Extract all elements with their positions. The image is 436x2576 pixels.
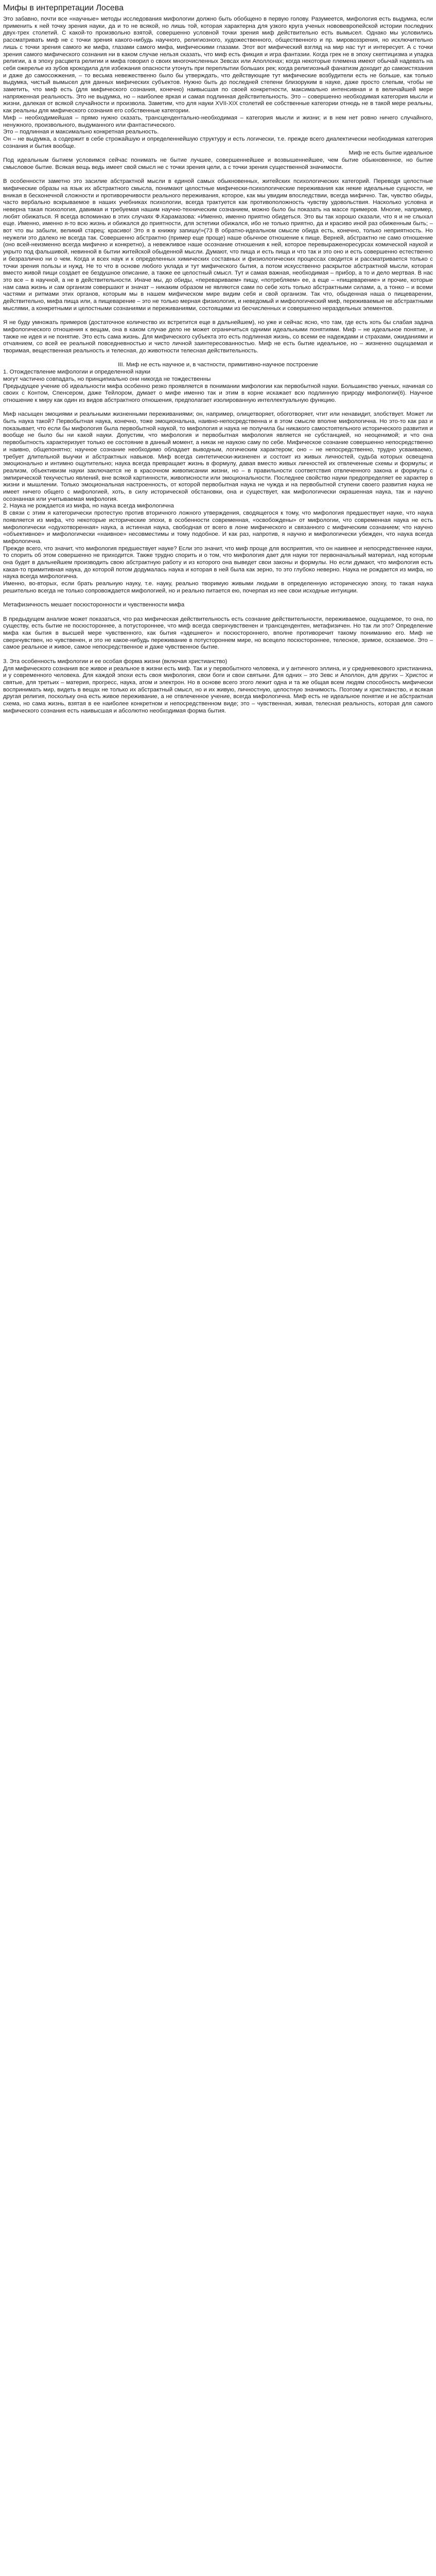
paragraph: Для мифического сознания все живое и реальное в жизни есть миф. Так и у первобытного человека, и у античного эллина, и у средневекового христианина, и у современного человека. Для каждой эпохи есть своя мифология, свои боги и свои святыни. Для одних – это Зевс и Аполлон, для других – Христос и святые, для третьих – материя, прогресс, наука, атом и электрон. Но в основе всего этого лежит одна и та же общая всем людям способность мифически воспринимать мир, видеть в вещах не только их абстрактный смысл, но и их живую, личностную, целостную значимость. Поэтому и христианство, и всякая другая религия, поскольку она есть живое переживание, а не отвлеченное учение, всегда мифологична. Миф есть не идеальное понятие и не абстрактная схема, но сама жизнь, взятая в ее наиболее конкретном и непосредственном виде; это – чувственная, живая, телесная реальность, которая для самого мифического сознания есть наивысшая и абсолютно необходимая форма бытия. xyxy=(3,665,433,714)
paragraph: Он – не выдумка, а содержит в себе строжайшую и определеннейшую структуру и есть логически, т.е. прежде всего диалектически необходимая категория сознания и бытия вообще. xyxy=(3,135,433,149)
paragraph: Миф – необходимейшая – прямо нужно сказать, трансцендентально-необходимая – категория мысли и жизни; и в нем нет ровно ничего случайного, ненужного, произвольного, выдуманного или фантастического. xyxy=(3,114,433,128)
paragraph-gap xyxy=(3,313,433,320)
paragraph: 3. Эта особенность мифологии и ее особая форма жизни (включая христианство) xyxy=(3,658,228,665)
paragraph: Прежде всего, что значит, что мифология предшествует науке? Если это значит, что миф проще для восприятия, что он наивнее и непосредственнее науки, то спорить об этом совершенно не приходится. Также трудно спорить и о том, что мифология дает для науки тот первоначальный материал, над которым она будет в дальнейшем производить свою абстрактную работу и из которого она выведет свои законы и формулы. Но если думают, что мифология есть какая-то примитивная наука, до которой потом додумалась наука и которая в ней была как зерно, то это глубоко неверно. Наука не рождается из мифа, но наука всегда мифологична. xyxy=(3,545,433,580)
paragraph-gap xyxy=(3,651,433,658)
paragraph: Предыдущее учение об идеальности мифа особенно резко проявляется в понимании мифологии как первобытной науки. Большинство ученых, начиная со своих с Контом, Спенсером, даже Тейлором, думает о мифе именно так и этим в корне искажает всю подлинную природу мифологии(6). Научное отношение к миру как один из видов абстрактного отношения, предполагает изолированную интеллектуальную функцию. xyxy=(3,383,433,403)
paragraph: 2. Наука не рождается из мифа, но наука всегда мифологична xyxy=(3,503,174,510)
article-body xyxy=(3,16,433,715)
paragraph: Под идеальным бытием условимся сейчас понимать не бытие лучшее, совершеннейшее и возвышеннейшее, чем бытие обыкновенное, но бытие смысловое бытие. Всякая вещь ведь имеет свой смысл не с точки зрения цели, а с точки зрения существенной значимости. xyxy=(3,157,433,171)
paragraph-gap xyxy=(3,595,433,602)
paragraph-gap xyxy=(3,609,433,616)
paragraph: 1. Отождествление мифологии и определенной науки xyxy=(3,369,151,376)
paragraph-gap xyxy=(3,355,433,362)
section-heading: Миф не есть бытие идеальное xyxy=(348,150,433,157)
paragraph: В связи с этим я категорически протестую против вторичного ложного утверждения, сводящегося к тому, что мифология предшествует науке, что наука появляется из мифа, что некоторые исторические эпохи, в особенности современная, «освобождены» от мифологии, что современная наука не есть мифологически «одухотворенная» наука, а истинная наука, свободная от всего в лоне мифического и связанного с мифическим сознанием; что научно «объективное» и мифологически «наивное» несовместимы и тому подобное. И как раз, напротив, я научно и мифологически убежден, что наука всегда мифологична. xyxy=(3,510,433,545)
paragraph: Это забавно, почти все «научные» методы исследования мифологии должно быть обобщено в первую голову. Разумеется, мифология есть выдумка, если применить к ней точку зрения науки, да и то не всякой, но лишь той, которая характерна для узкого круга ученых нововевропейской истории последних двух-трех столетий. С какой-то произвольно взятой, совершенно условной точки зрения миф действительно есть вымысел. Однако мы условились рассматривать миф не с точки зрения какого-нибудь научного, религиозного, художественного, общественного и пр. мировоззрения, но исключительно лишь с точки зрения самого же мифа, глазами самого мифа, мифическими глазами. Этот вот мифический взгляд на мир нас тут и интересует. А с точки зрения самого мифического сознания ни в каком случае нельзя сказать, что миф есть фикция и игра фантазии. Когда грек не в эпоху скептицизма и упадка религии, а в эпоху расцвета религии и мифа говорил о своих многочисленных Зевсах или Аполлонах; когда некоторые племена имеют обычай надевать на себя ожерелье из зубов крокодила для избежания опасности утонуть при переплытии больших рек; когда религиозный фанатизм доходит до самоистязания и даже до самосожжения, – то весьма невежественно было бы утверждать, что действующие тут мифические возбудители есть не больше, как только выдумка, чистый вымысел для данных мифических субъектов. Нужно быть до последней степени близоруким в науке, даже просто слепым, чтобы не заметить, что миф есть (для мифического сознания, конечно) наивысшая по своей конкретности, максимально интенсивная и в величайшей мере напряженная реальность. Это не выдумка, но – наиболее яркая и самая подлинная действительность. Это – совершенно необходимая категория мысли и жизни, далекая от всякой случайности и произвола. Заметим, что для науки XVII-XIX столетий ее собственные категории отнюдь не в такой мере реальны, как реальны для мифического сознания его собственные категории. xyxy=(3,16,433,114)
paragraph-gap xyxy=(3,171,433,178)
paragraph: Именно, во-вторых, если брать реальную науку, т.е. науку, реально творимую живыми людьми в определенную историческую эпоху, то такая наука решительно всегда не только сопровождается мифологией, но и реально питается ею, почерпая из нее свои исходные интуиции. xyxy=(3,581,433,594)
paragraph: В особенности заметно это засилие абстрактной мысли в единой самых обыкновенных, житейских психологических категорий. Переводя целостные мифические образы на язык их абстрактного смысла, понимают целостные мифически-психологические переживания как некие идеальные сущности, не вникая в бесконечной сложности и противоречивости реального переживания, которое, как мы увидим впоследствии, всегда мифично. Так, чувство обиды, часто вербально вскрываемое в наших учебниках психологии, всегда трактуется как противоположность чувству удовольствия. Насколько условна и неверна такая психология, давимая и требуемая нашим научно-техническим сознанием, можно было бы показать на массе примеров. Многие, например, любят обижаться. Я всегда вспоминаю в этих случаях Ф.Карамазова: «Именно, именно приятно обидеться. Это вы так хорошо сказали, что я и не слыхал еще. Именно, именно я-то всю жизнь и обижался до приятности, для эстетики обижался, ибо не только приятно, да и красиво иной раз обиженным быть; – вот что вы забыли, великий старец: красиво! Это я в книжку запишу!»(73 В обратно-идеальном смысле обида есть, конечно, только неприятность. Но неужели это далеко не всегда так. Совершенно абстрактно (пример еще проще) наше обычное отношение к пище. Верней, абстрактно не само отношение (оно всей-неизменно всегда мифично и конкретно), а невежливое наше осознание отношения к ней, которое перевыраженоресурсах комической наукой и укрыто под фальшивой, невинной в бытии житейской обыденной мысли. Думают, что пища и есть пища и что так и это оно и есть совершенно естественно и безразлично ни о чем. Когда и всех наук и к определенных химических составных и физиологических процессах сводится и рассматривается только с точки зрения пользы и нужд. Не то что в основе любого уклада и тут мифического бытия, а потом искусственно раскрытое абстрактной мысли, которая вместо живой пищи создает ее бездушное описание, а также ее целостный смысл. Тут и самая важная, необходимая – прибор, а то и дело мертвая. В нас это все – в научной, а не в действительности. Иначе мы, до обиды, «перевариваем» пищу, «потребляем» ее, а еще – «пищеварение» и прочие, которые нам сама жизнь и сам организм совершают и значат – никаким образом не являются сами по себе хоть только абстрактными силами, а, а тонко – и всеми частями и ритмами этих органов, которым мы в нашем мифическом мире видим себя и свой организм. Так что, обыденная наша о пищеварении, действительно, мифа пища или, а пищеварение – это не только мерная физиология, и неведомый и мифологический миф, переживаемые не абстрактными мыслями, а конкретными и целостными сознаниями и переживаниями, состоящими из бесчисленных и совершенно нераздельных элементов. xyxy=(3,178,433,312)
paragraph-gap xyxy=(3,404,433,412)
section-heading: III. Миф не есть научное и, в частности, примитивно-научное построение xyxy=(118,362,318,368)
paragraph: Это – подлинная и максимально конкретная реальность. xyxy=(3,129,159,135)
paragraph: Метафизичность мешает посюсторонности и чувственности мифа xyxy=(3,602,185,608)
paragraph: В предыдущем анализе может показаться, что раз мифическая действительность есть сознание действительности, переживаемое, ощущаемое, то она, по существу, есть бытие не посюстороннее, а потустороннее, что миф всегда сверхчувственен и трансцендентен, метафизичен. Но так ли это? Определение мифа как бытия в высшей мере чувственного, как бытия «здешнего» и посюстороннего, вполне противоречит такому пониманию его. Миф не сверхчувствен, но чувственен, и это не какое-нибудь переживание в потустороннем мире, но всецело посюстороннее, телесное, зримое, осязаемое. Это – самое реальное и живое, самое непосредственное и даже чувственное бытие. xyxy=(3,616,433,651)
paragraph: могут частично совпадать, но принципиально они никогда не тождественны xyxy=(3,376,211,382)
article xyxy=(0,0,436,721)
paragraph: Миф насыщен эмоциями и реальными жизненными переживаниями; он, например, олицетворяет, обоготворяет, чтит или ненавидит, злобствует. Может ли быть наука такой? Первобытная наука, конечно, тоже эмоциональна, наивно-непосредственна и в этом смысле вполне мифологична. Но это-то как раз и показывает, что если бы мифология была первобытной наукой, то мифология и наука не получила бы никакого самостоятельного исторического развития и вообще не было бы ни какой науки. Допустим, что мифология и первобытная мифология является не субстанцией, но неоценимой; и что она первобытность характеризует только ее состояние в данный момент, а никак не наукою саму по себе. Мифическое сознание совершенно непосредственно и наивно, общепонятно; научное сознание необходимо обладает выводным, логическим характером; оно – не непосредственно, трудно усваиваемо, требует длительной выучки и абстрактных навыков. Миф всегда синтетически-жизненен и состоит из живых личностей, судьба которых освещена эмоционально и интимно ощутительно; наука всегда превращает жизнь в формулу, давая вместо живых личностей их отвлеченные схемы и формулы; и реализм, объективизм науки заключается не в красочном живописании жизни, но – в правильности соответствия отвлеченного закона и формулы с эмпирической текучестью явлений, вне всякой картинности, живописности или эмоциональности. Последнее свойство науки предопределяет ее характер в жизни и мышлении. Только эмоциональная настроенность, от которой первобытная наука не чужда и на первобытной ступени своего развития наука не имеет ничего общего с мифологией, хоть, в силу исторической обстановки, она и существует, как мифологически окрашенная наука, так и научно осознанная или учитываемая мифология. xyxy=(3,411,433,502)
paragraph: Я не буду умножать примеров (достаточное количество их встретится еще в дальнейшем), но уже и сейчас ясно, что там, где есть хоть бы слабая задача мифологического отношения к вещам, она в каком случае дело не может ограничиться одними идеальными понятиями. Миф – не идеальное понятие, и также не идея и не понятие. Это есть сама жизнь. Для мифического субъекта это есть подлинная жизнь, со всеми ее надеждами и страхами, ожиданиями и отчаянием, со всей ее реальной повседневностью и чисто личной заинтересованностью. Миф не есть бытие идеальное, но – жизненно ощущаемая и творимая, вещественная реальность и телесная, до животности телесная действительность. xyxy=(3,319,433,354)
page-title: Мифы в интерпретации Лосева xyxy=(3,4,124,12)
